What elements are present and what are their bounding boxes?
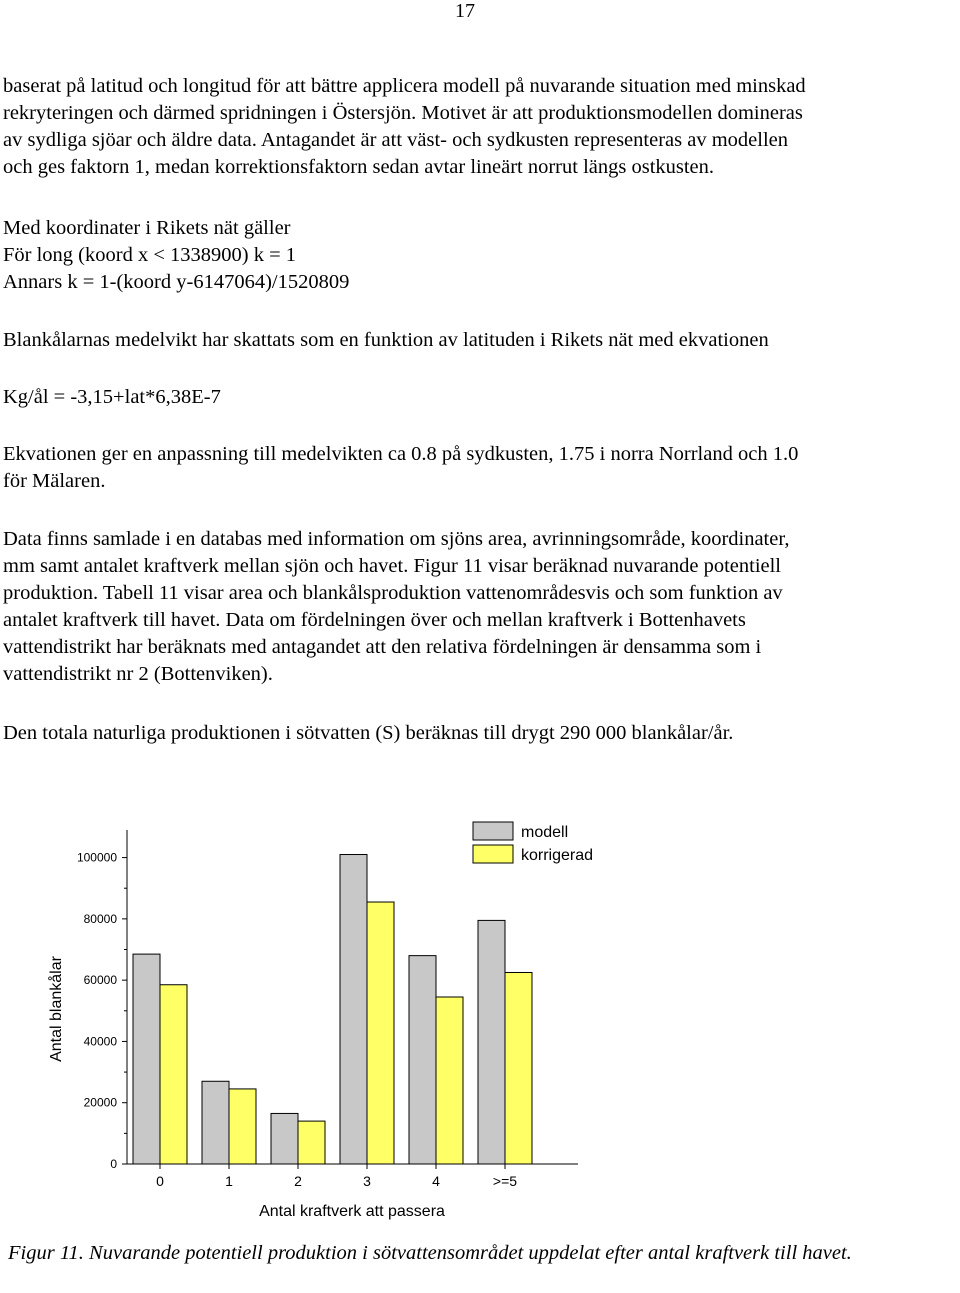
text-line: baserat på latitud och longitud för att bättre applicera modell på nuvarande situation med minskad — [3, 75, 806, 97]
legend-label-modell: modell — [521, 824, 569, 841]
legend-swatch-korrigerad — [473, 845, 513, 863]
page-number: 17 — [455, 0, 475, 22]
text-line: av sydliga sjöar och äldre data. Antagandet är att väst- och sydkusten representeras av modellen — [3, 129, 788, 151]
bar-korrigerad-3 — [367, 902, 394, 1164]
text-line: för Mälaren. — [3, 470, 106, 492]
bar-modell-2 — [271, 1113, 298, 1164]
bar-chart — [0, 810, 960, 1235]
formula-block — [3, 215, 953, 296]
text-line: mm samt antalet kraftverk mellan sjön och havet. Figur 11 visar beräknad nuvarande potentiell — [3, 555, 781, 577]
paragraph-intro — [3, 73, 953, 181]
x-tick-label: 2 — [294, 1173, 302, 1189]
bar-modell-3 — [340, 855, 367, 1164]
text-line: Data finns samlade i en databas med information om sjöns area, avrinningsområde, koordinater, — [3, 528, 790, 550]
bar-modell-5 — [478, 920, 505, 1164]
bar-korrigerad-2 — [298, 1121, 325, 1164]
paragraph-total — [3, 720, 953, 747]
text-line: vattendistrikt har beräknats med antagandet att den relativa fördelningen är densamma som i — [3, 636, 762, 658]
legend-swatch-modell — [473, 822, 513, 840]
y-tick-label: 60000 — [83, 973, 117, 988]
figure-caption: Figur 11. Nuvarande potentiell produktion i sötvattensområdet uppdelat efter antal kraftverk till havet. — [8, 1242, 852, 1264]
x-axis-title: Antal kraftverk att passera — [259, 1203, 445, 1220]
text-line: Med koordinater i Rikets nät gäller — [3, 217, 291, 239]
y-tick-label: 20000 — [83, 1095, 117, 1110]
text-line: Kg/ål = -3,15+lat*6,38E-7 — [3, 386, 221, 408]
text-line: Ekvationen ger en anpassning till medelvikten ca 0.8 på sydkusten, 1.75 i norra Norrland och 1.0 — [3, 443, 799, 465]
equation — [3, 384, 953, 411]
y-tick-label: 0 — [110, 1157, 117, 1171]
bar-korrigerad-5 — [505, 972, 532, 1164]
legend-label-korrigerad: korrigerad — [521, 847, 594, 864]
paragraph-weight — [3, 327, 953, 354]
text-line: vattendistrikt nr 2 (Bottenviken). — [3, 663, 273, 685]
paragraph-fit — [3, 441, 953, 495]
text-line: och ges faktorn 1, medan korrektionsfaktorn sedan avtar lineärt norrut längs ostkusten. — [3, 156, 715, 178]
x-tick-label: 3 — [363, 1173, 371, 1189]
paragraph-database — [3, 526, 953, 688]
bar-korrigerad-1 — [229, 1089, 256, 1164]
x-tick-label: >=5 — [492, 1173, 518, 1189]
bar-modell-4 — [409, 956, 436, 1164]
x-tick-label: 0 — [156, 1173, 164, 1189]
x-tick-label: 4 — [432, 1173, 440, 1189]
y-tick-label: 100000 — [76, 850, 117, 865]
text-line: För long (koord x < 1338900) k = 1 — [3, 244, 297, 266]
text-line: produktion. Tabell 11 visar area och blankålsproduktion vattenområdesvis och som funktion av — [3, 582, 783, 604]
text-line: rekryteringen och därmed spridningen i Östersjön. Motivet är att produktionsmodellen domineras — [3, 102, 803, 124]
text-line: antalet kraftverk till havet. Data om fördelningen över och mellan kraftverk i Bottenhavets — [3, 609, 746, 631]
bar-korrigerad-0 — [160, 985, 187, 1164]
bar-modell-1 — [202, 1081, 229, 1164]
text-line: Den totala naturliga produktionen i sötvatten (S) beräknas till drygt 290 000 blankålar/år. — [3, 722, 734, 744]
y-tick-label: 80000 — [83, 911, 117, 926]
text-line: Blankålarnas medelvikt har skattats som en funktion av latituden i Rikets nät med ekvationen — [3, 329, 769, 351]
x-tick-label: 1 — [225, 1173, 233, 1189]
text-line: Annars k = 1-(koord y-6147064)/1520809 — [3, 271, 350, 293]
bar-modell-0 — [133, 954, 160, 1164]
bar-korrigerad-4 — [436, 997, 463, 1164]
y-tick-label: 40000 — [83, 1034, 117, 1049]
y-axis-title: Antal blankålar — [48, 956, 65, 1062]
